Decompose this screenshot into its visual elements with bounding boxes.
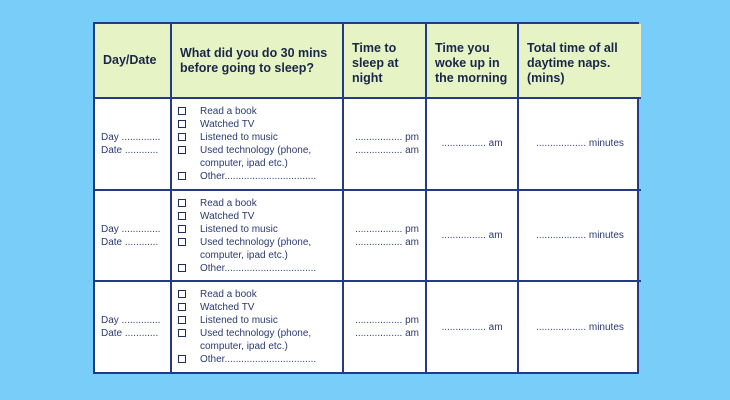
sleep-time-cell xyxy=(343,281,426,372)
activity-option[interactable] xyxy=(178,301,340,314)
checkbox-icon[interactable] xyxy=(178,199,186,207)
sleep-time-cell xyxy=(343,190,426,282)
naps-field[interactable]: .................. minutes xyxy=(536,321,624,333)
checkbox-icon[interactable] xyxy=(178,264,186,272)
activity-label: Listened to music xyxy=(200,315,278,327)
activity-cell xyxy=(171,190,343,282)
wake-time-cell xyxy=(426,98,518,190)
header-wake-time: Time you woke up in the morning xyxy=(426,24,518,98)
activity-label: Read a book xyxy=(200,289,257,301)
activity-label: Watched TV xyxy=(200,210,255,222)
header-day-date: Day/Date xyxy=(95,24,171,98)
day-field[interactable]: Day .............. xyxy=(101,131,161,143)
activity-option[interactable] xyxy=(178,170,340,183)
naps-cell xyxy=(518,98,641,190)
activity-label: Other................................. xyxy=(200,354,317,366)
checkbox-icon[interactable] xyxy=(178,120,186,128)
naps-field[interactable]: .................. minutes xyxy=(536,138,624,150)
activity-option[interactable] xyxy=(178,288,340,301)
wake-field[interactable]: ................ am xyxy=(441,138,503,150)
sleep-pm-field[interactable]: ................. pm xyxy=(355,223,419,235)
checkbox-icon[interactable] xyxy=(178,225,186,233)
activity-option[interactable] xyxy=(178,353,340,366)
activity-option[interactable] xyxy=(178,197,340,210)
day-date-cell xyxy=(95,98,171,190)
activity-label: Listened to music xyxy=(200,131,278,143)
checkbox-icon[interactable] xyxy=(178,355,186,363)
sleep-pm-field[interactable]: ................. pm xyxy=(355,131,419,143)
activity-label: Other................................. xyxy=(200,170,317,182)
sleep-am-field[interactable]: ................. am xyxy=(355,328,419,340)
activity-cell xyxy=(171,98,343,190)
sleep-time-cell xyxy=(343,98,426,190)
checkbox-icon[interactable] xyxy=(178,290,186,298)
date-field[interactable]: Date ............ xyxy=(101,144,159,156)
wake-field[interactable]: ................ am xyxy=(441,321,503,333)
activity-option[interactable] xyxy=(178,327,340,353)
checkbox-icon[interactable] xyxy=(178,133,186,141)
header-sleep-time: Time to sleep at night xyxy=(343,24,426,98)
checkbox-icon[interactable] xyxy=(178,303,186,311)
checkbox-icon[interactable] xyxy=(178,329,186,337)
naps-cell xyxy=(518,281,641,372)
activity-label: Other................................. xyxy=(200,262,317,274)
activity-option[interactable] xyxy=(178,131,340,144)
activity-label: Used technology (phone, computer, ipad etc.) xyxy=(200,236,312,261)
header-row xyxy=(95,24,641,98)
checkbox-icon[interactable] xyxy=(178,172,186,180)
sleep-diary-table xyxy=(95,24,641,372)
checkbox-icon[interactable] xyxy=(178,316,186,324)
activity-option[interactable] xyxy=(178,223,340,236)
checkbox-icon[interactable] xyxy=(178,212,186,220)
activity-label: Listened to music xyxy=(200,223,278,235)
activity-option[interactable] xyxy=(178,144,340,170)
activity-option[interactable] xyxy=(178,210,340,223)
activity-label: Watched TV xyxy=(200,118,255,130)
sleep-am-field[interactable]: ................. am xyxy=(355,236,419,248)
activity-option[interactable] xyxy=(178,105,340,118)
naps-field[interactable]: .................. minutes xyxy=(536,230,624,242)
diary-row xyxy=(95,281,641,372)
activity-label: Watched TV xyxy=(200,302,255,314)
activity-option[interactable] xyxy=(178,262,340,275)
wake-field[interactable]: ................ am xyxy=(441,230,503,242)
checkbox-icon[interactable] xyxy=(178,238,186,246)
activity-option[interactable] xyxy=(178,314,340,327)
diary-row xyxy=(95,190,641,282)
activity-label: Read a book xyxy=(200,197,257,209)
header-activity: What did you do 30 mins before going to sleep? xyxy=(171,24,343,98)
sleep-diary-sheet xyxy=(93,22,639,374)
activity-option[interactable] xyxy=(178,118,340,131)
day-field[interactable]: Day .............. xyxy=(101,315,161,327)
date-field[interactable]: Date ............ xyxy=(101,328,159,340)
wake-time-cell xyxy=(426,190,518,282)
activity-label: Used technology (phone, computer, ipad etc.) xyxy=(200,144,312,169)
activity-cell xyxy=(171,281,343,372)
activity-label: Read a book xyxy=(200,105,257,117)
date-field[interactable]: Date ............ xyxy=(101,236,159,248)
checkbox-icon[interactable] xyxy=(178,146,186,154)
sleep-am-field[interactable]: ................. am xyxy=(355,144,419,156)
diary-row xyxy=(95,98,641,190)
wake-time-cell xyxy=(426,281,518,372)
sleep-pm-field[interactable]: ................. pm xyxy=(355,315,419,327)
checkbox-icon[interactable] xyxy=(178,107,186,115)
activity-label: Used technology (phone, computer, ipad etc.) xyxy=(200,328,312,353)
header-naps: Total time of all daytime naps. (mins) xyxy=(518,24,641,98)
day-date-cell xyxy=(95,281,171,372)
naps-cell xyxy=(518,190,641,282)
day-date-cell xyxy=(95,190,171,282)
activity-option[interactable] xyxy=(178,236,340,262)
day-field[interactable]: Day .............. xyxy=(101,223,161,235)
